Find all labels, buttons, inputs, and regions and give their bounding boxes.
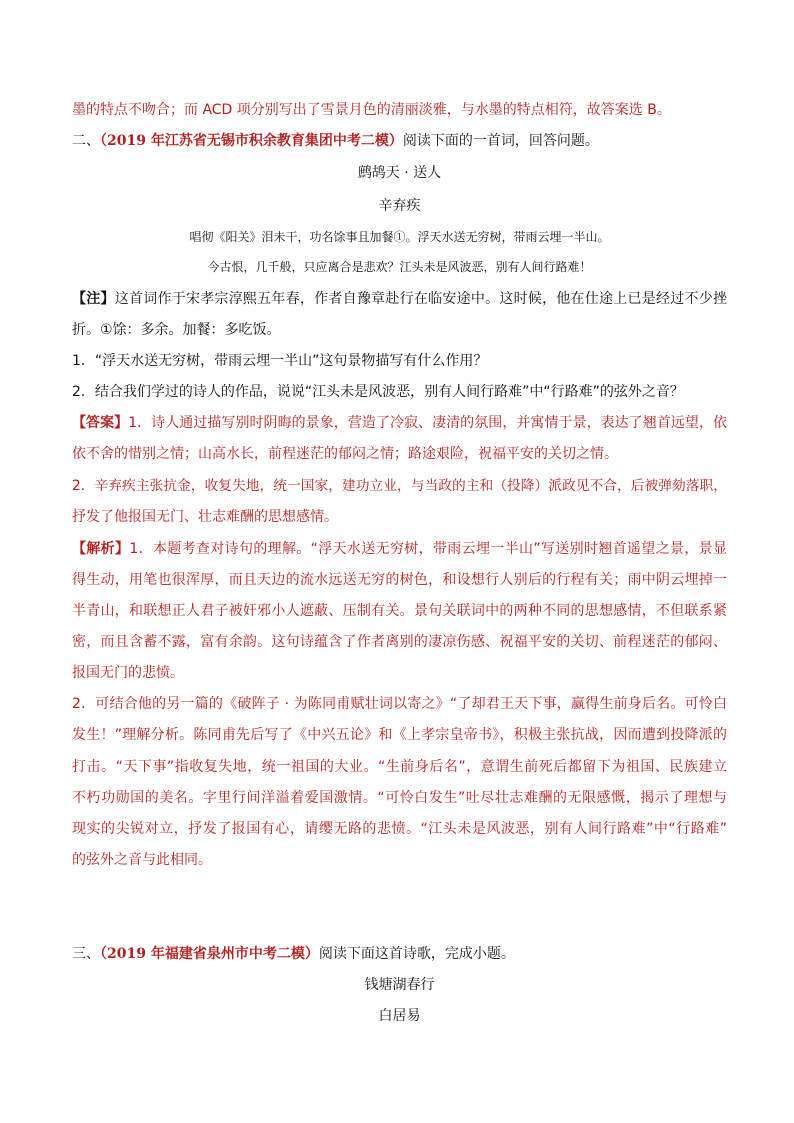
note-line-1: 【注】这首词作于宋孝宗淳熙五年春，作者自豫章赴行在临安途中。这时候，他在仕途上已是经过不少挫 [72,291,727,307]
analysis-line-8: 打击。“天下事”指收复失地，统一祖国的大业。“生前身后名”，意谓生前死后都留下为祖国、民族建立 [72,759,727,775]
instruction-text: 阅读下面的一首词，回答问题。 [402,133,599,149]
poem-author: 辛弃疾 [378,198,421,214]
poem-line-1: 唱彻《阳关》泪未干，功名馀事且加餐①。浮天水送无穷树，带雨云埋一半山。 [189,230,610,244]
question-2: 2．结合我们学过的诗人的作品，说说“江头未是风波恶，别有人间行路难”中“行路难”的弦外之音？ [72,384,684,400]
poem-author: 白居易 [378,1008,421,1024]
answer-tag: 【答案】 [72,415,129,431]
analysis-line-4: 密，而且含蓄不露，富有余韵。这句诗蕴含了作者离别的凄凉伤感、祝福平安的关切、前程迷茫的郁闷、 [72,634,727,650]
analysis-line-9: 不朽功勋国的美名。字里行间洋溢着爱国激情。“可怜白发生”吐尽壮志难酬的无限感慨，揭示了理想与 [72,790,727,806]
analysis-line-10: 现实的尖锐对立，抒发了报国有心，请缨无路的悲愤。“江头未是风波恶，别有人间行路难”中“行路难” [72,821,727,837]
answer-line-2: 依不舍的惜别之情；山高水长，前程迷茫的郁闷之情；路途艰险，祝福平安的关切之情。 [72,446,618,462]
section-number: 二、 [72,133,100,149]
question-1: 1．“浮天水送无穷树，带雨云埋一半山”这句景物描写有什么作用？ [72,353,488,369]
answer-line-3: 2．辛弃疾主张抗金，收复失地，统一国家，建功立业，与当政的主和（投降）派政见不合，后被弹劾落职， [72,478,728,494]
analysis-line-1: 【解析】1．本题考查对诗句的理解。“浮天水送无穷树，带雨云埋一半山”写送别时翘首遥望之景，景显 [72,541,727,557]
prev-answer-line: 墨的特点不吻合；而 ACD 项分别写出了雪景月色的清丽淡雅，与水墨的特点相符，故答案选 B。 [72,102,671,118]
analysis-line-6: 2．可结合他的另一篇的《破阵子 · 为陈同甫赋壮词以寄之》“了却君王天下事，赢得生前身后名。可怜白 [72,696,727,712]
source-label: 2019 年福建省泉州市中考二模 [107,946,305,962]
analysis-tag: 【解析】 [72,541,130,557]
analysis-line-3: 半青山，和联想正人君子被奸邪小人遮蔽、压制有关。景句关联词中的两种不同的思想感情，不但联系紧 [72,603,727,619]
analysis-line-2: 得生动，用笔也很浑厚，而且天边的流水远送无穷的树色，和设想行人别后的行程有关；雨中阴云埋掉一 [72,572,727,588]
section-number: 三、 [72,946,100,962]
analysis-line-11: 的弦外之音与此相同。 [72,852,212,868]
analysis-line-5: 报国无门的悲愤。 [72,665,184,681]
note-line-2: 折。①馀：多余。加餐：多吃饭。 [72,322,281,338]
poem-title: 鹧鸪天 · 送人 [357,165,442,181]
answer-line-4: 抒发了他报国无门、壮志难酬的思想感情。 [72,509,338,525]
poem-line-2: 今古恨，几千般，只应离合是悲欢？江头未是风波恶，别有人间行路难！ [207,260,592,274]
poem-title: 钱塘湖春行 [364,977,435,993]
answer-line-1: 【答案】1．诗人通过描写别时阴晦的景象，营造了冷寂、凄清的氛围，并寓情于景，表达了翘首远望，依 [72,415,728,431]
analysis-line-7: 发生！”理解分析。陈同甫先后写了《中兴五论》和《上孝宗皇帝书》，积极主张抗战，因而遭到投降派的 [72,727,727,743]
instruction-text: 阅读下面这首诗歌，完成小题。 [318,946,515,962]
section-3-heading: 三、（2019 年福建省泉州市中考二模）阅读下面这首诗歌，完成小题。 [72,946,515,962]
section-2-heading: 二、（2019 年江苏省无锡市积余教育集团中考二模）阅读下面的一首词，回答问题。 [72,133,599,149]
note-tag: 【注】 [72,291,115,307]
source-label: 2019 年江苏省无锡市积余教育集团中考二模 [107,133,389,149]
